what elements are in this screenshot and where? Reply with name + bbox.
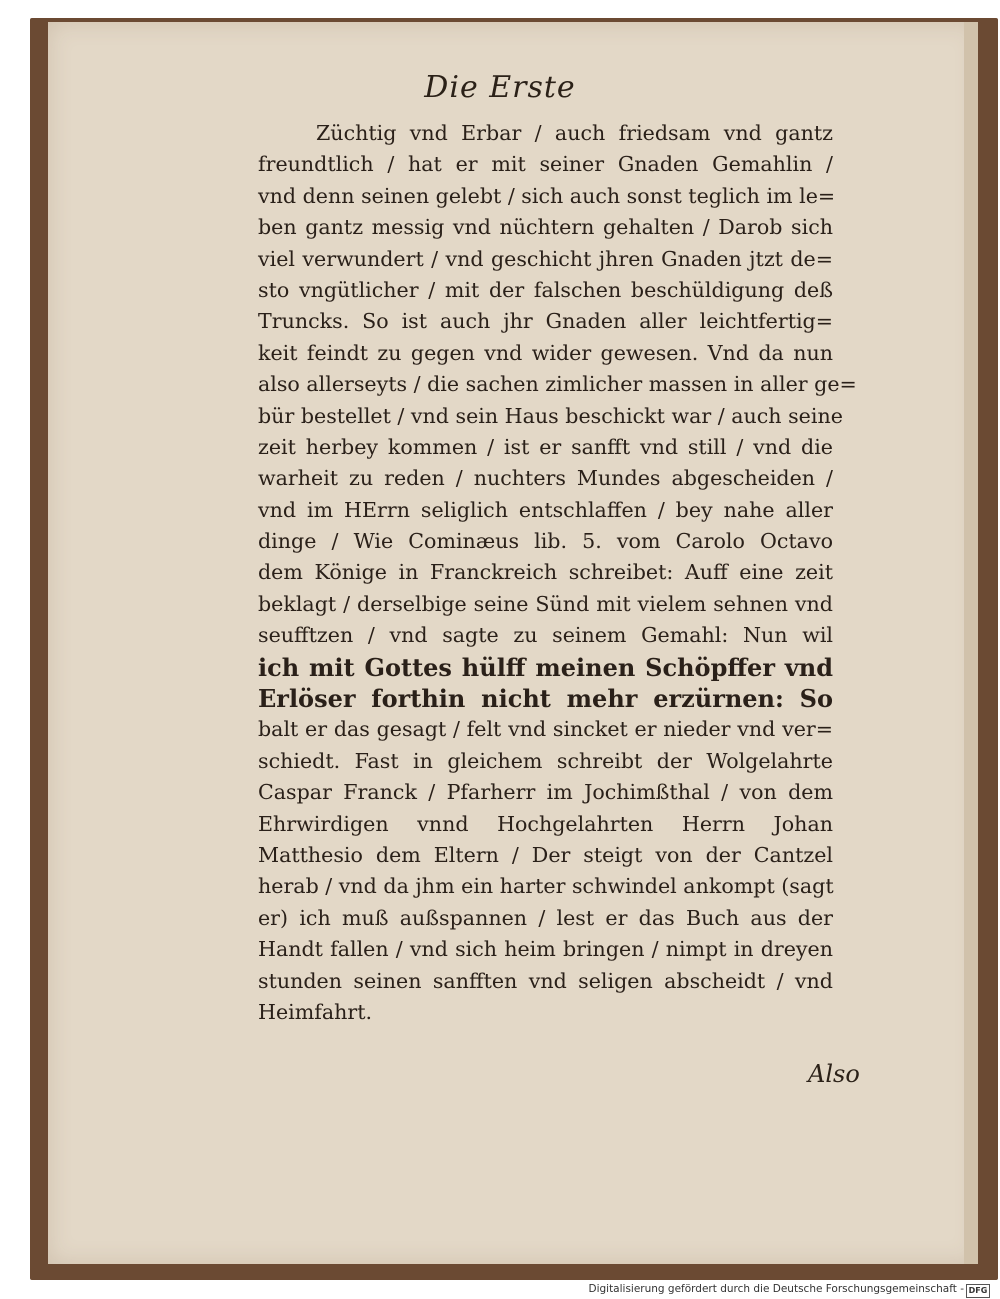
text-line: vnd im HErrn seliglich entschlaffen / bey nahe aller	[258, 497, 833, 522]
text-line: ich mit Gottes hülff meinen Schöpffer vnd	[258, 652, 833, 682]
text-line: schiedt. Fast in gleichem schreibt der Wolgelahrte	[258, 748, 833, 773]
text-line: dem Könige in Franckreich schreibet: Auff eine zeit	[258, 560, 833, 585]
text-line: seufftzen / vnd sagte zu seinem Gemahl: Nun wil	[258, 623, 833, 648]
text-line: Handt fallen / vnd sich heim bringen / nimpt in dreyen	[258, 937, 833, 962]
text-line: ben gantz messig vnd nüchtern gehalten / Darob sich	[258, 215, 833, 240]
text-line: Erlöser forthin nicht mehr erzürnen: So	[258, 684, 833, 714]
body-text	[258, 118, 857, 1028]
running-head: Die Erste	[424, 70, 576, 105]
text-line: also allerseyts / die sachen zimlicher massen in aller ge=	[258, 372, 857, 397]
text-line: er) ich muß außspannen / lest er das Buch aus der	[258, 905, 833, 930]
text-line: Matthesio dem Eltern / Der steigt von der Cantzel	[258, 842, 833, 867]
text-line: dinge / Wie Cominæus lib. 5. vom Carolo Octavo	[258, 529, 833, 554]
text-line: herab / vnd da jhm ein harter schwindel ankompt (sagt	[258, 874, 834, 899]
text-line: warheit zu reden / nuchters Mundes abgescheiden /	[258, 466, 833, 491]
page-edge	[964, 22, 978, 1264]
text-line: stunden seinen sanfften vnd seligen abscheidt / vnd	[258, 968, 833, 993]
dfg-logo-icon: DFG	[966, 1284, 990, 1298]
footer-bar	[0, 1282, 1000, 1299]
text-line: vnd denn seinen gelebt / sich auch sonst teglich im le=	[258, 183, 836, 208]
text-line: viel verwundert / vnd geschicht jhren Gnaden jtzt de=	[258, 246, 833, 271]
text-line: balt er das gesagt / felt vnd sincket er nieder vnd ver=	[258, 717, 833, 742]
footer-credit: Digitalisierung gefördert durch die Deutsche Forschungsgemeinschaft -	[588, 1283, 964, 1295]
text-line: freundtlich / hat er mit seiner Gnaden Gemahlin /	[258, 152, 833, 177]
text-line: sto vngütlicher / mit der falschen beschüldigung deß	[258, 277, 833, 302]
text-line: Truncks. So ist auch jhr Gnaden aller leichtfertig=	[258, 309, 833, 334]
text-line: Züchtig vnd Erbar / auch friedsam vnd gantz	[316, 121, 833, 145]
text-line: keit feindt zu gegen vnd wider gewesen. Vnd da nun	[258, 340, 833, 365]
catchword: Also	[808, 1060, 860, 1088]
text-line: bür bestellet / vnd sein Haus beschickt war / auch seine	[258, 403, 843, 428]
text-line: Caspar Franck / Pfarherr im Jochimßthal / von dem	[258, 780, 833, 805]
text-line: Ehrwirdigen vnnd Hochgelahrten Herrn Johan	[258, 811, 833, 836]
text-line: beklagt / derselbige seine Sünd mit vielem sehnen vnd	[258, 591, 833, 616]
text-line: zeit herbey kommen / ist er sanfft vnd still / vnd die	[258, 434, 833, 459]
text-line: Heimfahrt.	[258, 999, 373, 1024]
